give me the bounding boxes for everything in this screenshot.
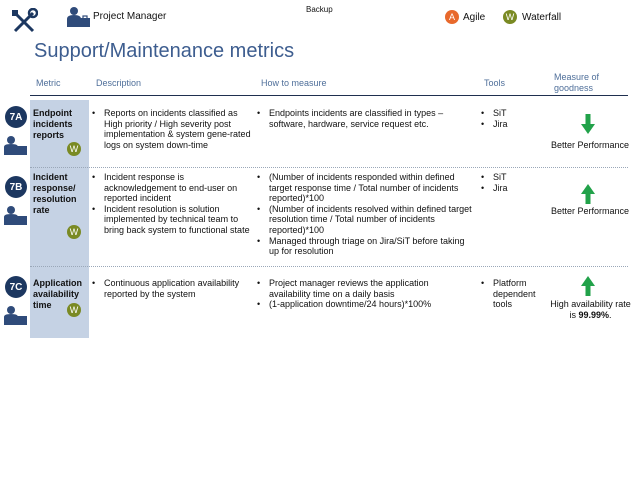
header-description: Description xyxy=(96,78,142,88)
project-manager-icon xyxy=(4,305,28,325)
metric-name: Application availability time xyxy=(33,278,82,310)
description-list xyxy=(92,108,254,150)
waterfall-badge: W xyxy=(67,142,81,156)
description-item: • Incident resolution is solution implemented by technical team to bring back system to functional state xyxy=(92,204,252,236)
tool-item: • SiT xyxy=(481,108,546,119)
project-manager-icon xyxy=(67,6,91,28)
tools-list xyxy=(481,172,546,193)
header-tools: Tools xyxy=(484,78,506,88)
row-divider xyxy=(30,266,628,267)
how-to-measure-item: • (1-application downtime/24 hours)*100% xyxy=(257,299,472,310)
description-list xyxy=(92,172,252,236)
description-item: • Reports on incidents classified as High priority / High severity post implementation & system gene-rated logs on system down-time xyxy=(92,108,254,150)
backup-label: Backup xyxy=(306,5,333,14)
goodness-text: High availability rate is 99.99%. xyxy=(550,299,631,320)
arrow-up-icon xyxy=(581,184,595,204)
row-id-badge: 7C xyxy=(5,276,27,298)
waterfall-badge: W xyxy=(67,225,81,239)
goodness-text: Better Performance xyxy=(550,206,630,216)
tool-item: • Platform dependent tools xyxy=(481,278,547,310)
waterfall-label: Waterfall xyxy=(522,12,562,23)
metric-name: Endpoint incidents reports xyxy=(33,108,73,140)
wrench-screwdriver-icon xyxy=(10,8,38,36)
header-how-to-measure: How to measure xyxy=(261,78,327,88)
description-list xyxy=(92,278,252,299)
agile-label: Agile xyxy=(463,12,486,23)
page-title: Support/Maintenance metrics xyxy=(34,40,295,62)
arrow-up-icon xyxy=(581,276,595,296)
row-id-badge: 7B xyxy=(5,176,27,198)
tool-item: • SiT xyxy=(481,172,546,183)
row-id-badge: 7A xyxy=(5,106,27,128)
project-manager-icon xyxy=(4,135,28,155)
how-to-measure-item: • Project manager reviews the application availability time on a daily basis xyxy=(257,278,472,299)
how-to-measure-list xyxy=(257,108,472,129)
tools-list xyxy=(481,278,547,310)
how-to-measure-list xyxy=(257,172,472,257)
tool-item: • Jira xyxy=(481,183,546,194)
header-metric: Metric xyxy=(36,78,61,88)
goodness-text: Better Performance xyxy=(550,140,630,150)
metric-name: Incident response/ resolution rate xyxy=(33,172,77,215)
how-to-measure-item: • Endpoints incidents are classified in types – software, hardware, service request etc. xyxy=(257,108,472,129)
waterfall-badge: W xyxy=(503,10,517,24)
availability-rate-value: 99.99% xyxy=(578,310,609,320)
header-divider xyxy=(30,95,628,96)
description-item: • Continuous application availability reported by the system xyxy=(92,278,252,299)
tools-list xyxy=(481,108,546,129)
header-measure-of-goodness: Measure of goodness xyxy=(554,72,600,93)
how-to-measure-item: • Managed through triage on Jira/SiT before taking up for resolution xyxy=(257,236,472,257)
description-item: • Incident response is acknowledgement to end-user on reported incident xyxy=(92,172,252,204)
role-label: Project Manager xyxy=(93,11,167,22)
row-divider xyxy=(30,167,628,168)
agile-badge: A xyxy=(445,10,459,24)
waterfall-badge: W xyxy=(67,303,81,317)
tool-item: • Jira xyxy=(481,119,546,130)
how-to-measure-list xyxy=(257,278,472,310)
arrow-down-icon xyxy=(581,114,595,134)
how-to-measure-item: • (Number of incidents responded within defined target response time / Total number of incidents reported)*100 xyxy=(257,172,472,204)
project-manager-icon xyxy=(4,205,28,225)
how-to-measure-item: • (Number of incidents resolved within defined target resolution time / Total number of incidents reported)*100 xyxy=(257,204,472,236)
